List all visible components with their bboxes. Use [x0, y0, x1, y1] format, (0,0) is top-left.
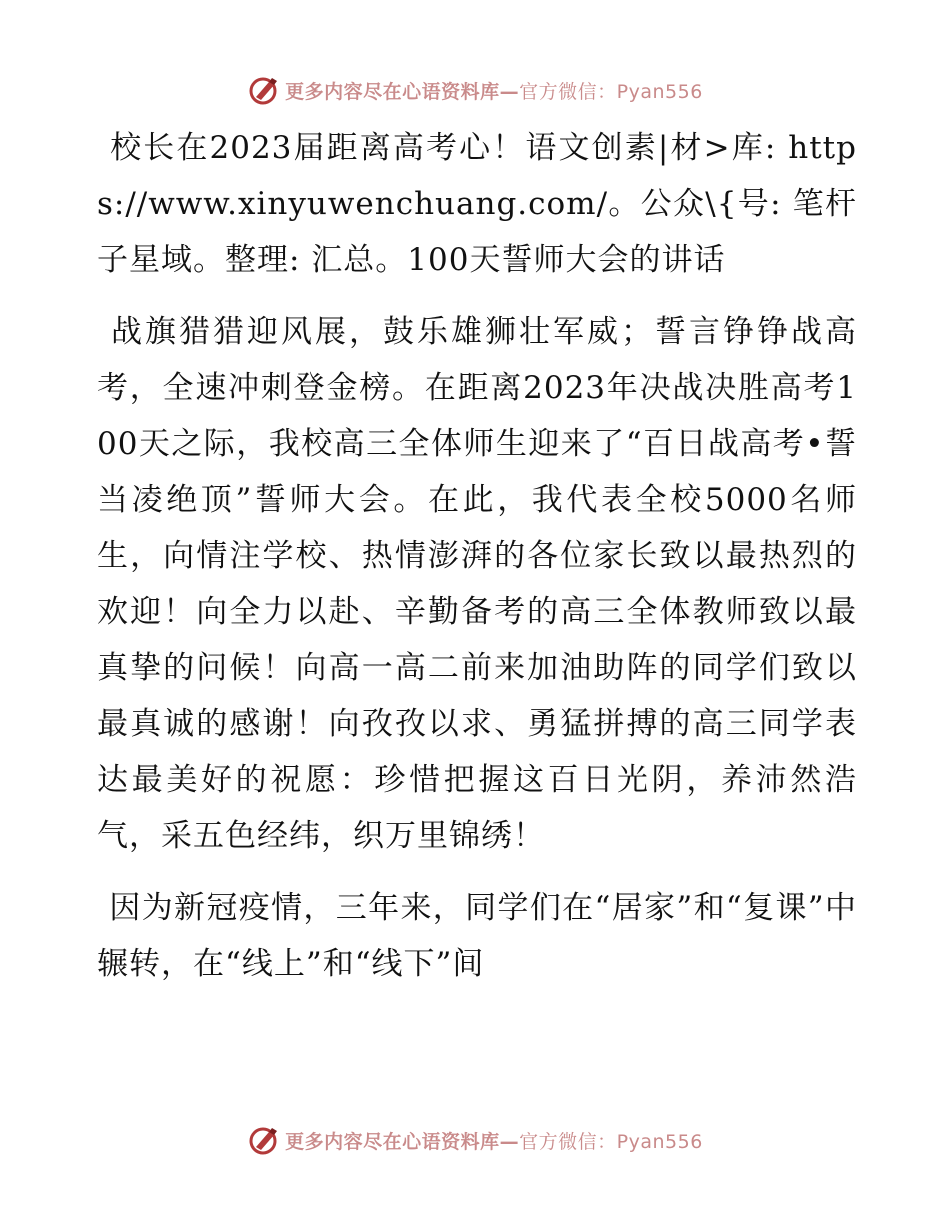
paragraph-opening: 战旗猎猎迎风展，鼓乐雄狮壮军威；誓言铮铮战高考，全速冲刺登金榜。在距离2023年决战决胜高考100天之际，我校高三全体师生迎来了“百日战高考•誓当凌绝顶”誓师大会。在此，我代表全校5000名师生，向情注学校、热情澎湃的各位家长致以最热烈的欢迎！向全力以赴、辛勤备考的高三全体教师致以最真挚的问候！向高一高二前来加油助阵的同学们致以最真诚的感谢！向孜孜以求、勇猛拼搏的高三同学表达最美好的祝愿：珍惜把握这百日光阴，养沛然浩气，采五色经纬，织万里锦绣！ — [97, 314, 857, 854]
paragraph-pandemic: 因为新冠疫情，三年来，同学们在“居家”和“复课”中辗转，在“线上”和“线下”间 — [97, 890, 857, 982]
footer-banner-contact: 官方微信：Pyan556 — [519, 1130, 703, 1153]
document-body — [97, 120, 857, 992]
pen-logo-icon — [247, 1123, 281, 1157]
header-banner-contact: 官方微信：Pyan556 — [519, 80, 703, 103]
header-banner-text: 更多内容尽在心语资料库—官方微信：Pyan556 — [285, 80, 703, 103]
footer-banner-text: 更多内容尽在心语资料库—官方微信：Pyan556 — [285, 1130, 703, 1153]
paragraph-title: 校长在2023届距离高考心！语文创素|材>库: https://www.xinyuwenchuang.com/。公众\{号: 笔杆子星域。整理: 汇总。100天誓师大会的讲话 — [97, 130, 857, 278]
header-banner — [0, 70, 950, 110]
pen-logo-icon — [247, 73, 281, 107]
footer-banner — [0, 1120, 950, 1160]
